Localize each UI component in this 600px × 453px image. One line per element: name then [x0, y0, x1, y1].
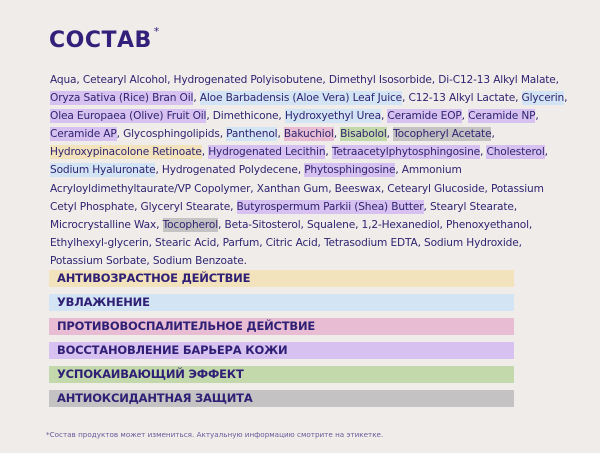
legend-antioxidant: АНТИОКСИДАНТНАЯ ЗАЩИТА: [49, 390, 514, 407]
ingredient: Aqua: [50, 74, 77, 86]
ingredient: Sodium Benzoate: [152, 254, 244, 267]
ingredient: Microcrystalline Wax: [50, 218, 157, 231]
ingredient: Beeswax: [334, 182, 381, 195]
ingredient: Glyceryl Stearate: [140, 200, 231, 213]
legend-anti-inflammatory: ПРОТИВОВОСПАЛИТЕЛЬНОЕ ДЕЙСТВИЕ: [49, 318, 514, 335]
ingredient: Citric Acid: [265, 236, 318, 249]
ingredient: Ceramide AP: [50, 128, 117, 141]
ingredient: Aloe Barbadensis (Aloe Vera) Leaf Juice: [199, 92, 403, 105]
legend-soothing: УСПОКАИВАЮЩИЙ ЭФФЕКТ: [49, 366, 514, 383]
ingredient: Sodium Hydroxide: [424, 236, 519, 249]
ingredient: Squalene: [306, 218, 356, 231]
ingredient: Potassium Sorbate: [50, 254, 147, 267]
ingredient: Cetearyl Alcohol: [82, 74, 168, 86]
ingredient: C12-13 Alkyl Lactate: [408, 92, 516, 105]
ingredient: Tetraacetylphytosphingosine: [331, 146, 481, 159]
ingredient: Parfum: [222, 236, 260, 249]
ingredient: Cholesterol: [486, 146, 545, 159]
ingredient: Di-C12-13 Alkyl Malate: [438, 74, 556, 86]
title-asterisk: *: [153, 24, 160, 38]
ingredient: Glycosphingolipids: [123, 128, 220, 141]
ingredient: Xanthan Gum: [256, 182, 329, 195]
ingredient: Dimethicone: [212, 110, 279, 123]
title-text: СОСТАВ: [49, 28, 152, 53]
legend-moisturizing: УВЛАЖНЕНИЕ: [49, 294, 514, 311]
ingredient: Beta-Sitosterol: [224, 218, 301, 231]
ingredient: Tocopheryl Acetate: [393, 128, 492, 141]
ingredient: Cetearyl Glucoside: [387, 182, 485, 195]
ingredient: Bakuchiol: [283, 128, 334, 141]
ingredient: Phytosphingosine: [304, 164, 396, 177]
legend-anti-age: АНТИВОЗРАСТНОЕ ДЕЙСТВИЕ: [49, 270, 514, 287]
ingredient: Ethylhexyl-glycerin: [50, 236, 149, 249]
ingredient: Potassium Cetyl Phosphate: [50, 182, 544, 213]
ingredient: Tetrasodium EDTA: [323, 236, 418, 249]
ingredient: Ceramide EOP: [387, 110, 462, 123]
ingredient: Dimethyl Isosorbide: [328, 74, 432, 86]
ingredients-list: Aqua, Cetearyl Alcohol, Hydrogenated Polyisobutene, Dimethyl Isosorbide, Di-C12-13 Alkyl Malate, Oryza Sativa (Rice) Bran Oil, Aloe Barbadensis (Aloe Vera) Leaf Juice, C12-13 Alkyl Lactate, Glycerin, Olea Europaea (Olive) Fruit Oil, Dimethicone, Hydroxyethyl Urea, Ceramide EOP, Ceramide NP, Ceramide AP, Glycosphingolipids, Panthenol, Bakuchiol, Bisabolol, Tocopheryl Acetate, Hydroxypinacolone Retinoate, Hydrogenated Lecithin, Tetraacetylphytosphingosine, Cholesterol, Sodium Hyaluronate, Hydrogenated Polydecene, Phytosphingosine, Ammonium Acryloyldimethyltaurate/VP Copolymer, Xanthan Gum, Beeswax, Cetearyl Glucoside, Potassium Cetyl Phosphate, Glyceryl Stearate, Butyrospermum Parkii (Shea) Butter, Stearyl Stearate, Microcrystalline Wax, Tocopherol, Beta-Sitosterol, Squalene, 1,2-Hexanediol, Phenoxyethanol, Ethylhexyl-glycerin, Stearic Acid, Parfum, Citric Acid, Tetrasodium EDTA, Sodium Hydroxide, Potassium Sorbate, Sodium Benzoate.: [50, 74, 568, 267]
ingredient: Olea Europaea (Olive) Fruit Oil: [50, 110, 207, 123]
ingredient: Glycerin: [521, 92, 565, 105]
ingredient: Hydroxypinacolone Retinoate: [50, 146, 202, 159]
ingredient: 1,2-Hexanediol: [361, 218, 440, 231]
ingredient: Butyrospermum Parkii (Shea) Butter: [236, 200, 424, 213]
ingredient: Tocopherol: [162, 218, 219, 231]
ingredient: Stearic Acid: [155, 236, 217, 249]
ingredient: Phenoxyethanol: [445, 218, 529, 231]
ingredient: Hydrogenated Polydecene: [161, 164, 298, 177]
ingredient: Hydrogenated Polyisobutene: [173, 74, 323, 86]
ingredient: Hydroxyethyl Urea: [284, 110, 381, 123]
benefits-legend: [49, 270, 514, 414]
ingredient: Bisabolol: [340, 128, 387, 141]
ingredient: Ceramide NP: [468, 110, 536, 123]
ingredient: Panthenol: [226, 128, 278, 141]
ingredient: Stearyl Stearate: [429, 200, 514, 213]
ingredient: Sodium Hyaluronate: [50, 164, 156, 177]
ingredient: Ammonium Acryloyldimethyltaurate/VP Copolymer: [50, 164, 462, 195]
page-title: [49, 24, 160, 53]
legend-barrier-repair: ВОССТАНОВЛЕНИЕ БАРЬЕРА КОЖИ: [49, 342, 514, 359]
ingredient: Oryza Sativa (Rice) Bran Oil: [50, 92, 194, 105]
footnote: *Состав продуктов может измениться. Актуальную информацию смотрите на этикетке.: [46, 430, 384, 439]
ingredient: Hydrogenated Lecithin: [208, 146, 326, 159]
